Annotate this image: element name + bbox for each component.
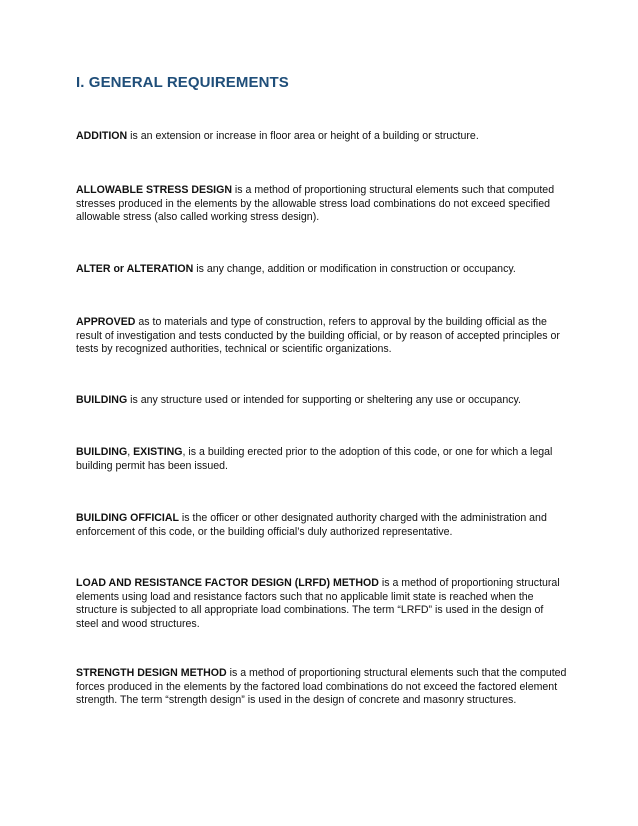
definition-term: BUILDING OFFICIAL — [76, 512, 179, 524]
definition-term-secondary: EXISTING — [133, 446, 183, 458]
definition-term: ADDITION — [76, 130, 128, 142]
definition-term: APPROVED — [76, 316, 136, 328]
definition-term: STRENGTH DESIGN METHOD — [76, 667, 227, 679]
definition-building-existing — [76, 446, 568, 473]
definition-term: ALTER or ALTERATION — [76, 263, 194, 275]
definition-text: as to materials and type of construction, refers to approval by the building official as the result of investigation and tests conducted by the building official, or by reason of accepted principles or tests by recognized authorities, technical or scientific organizations. — [76, 316, 560, 356]
definition-term: BUILDING — [76, 394, 128, 406]
definition-term: LOAD AND RESISTANCE FACTOR DESIGN (LRFD) METHOD — [76, 577, 379, 589]
definition-building — [76, 394, 568, 408]
definition-text: is any change, addition or modification in construction or occupancy. — [193, 263, 516, 275]
definition-strength-design-method — [76, 667, 568, 708]
definition-allowable-stress-design — [76, 184, 568, 225]
definition-lrfd-method — [76, 577, 568, 631]
definition-text: is a method of proportioning structural elements such that the computed forces produced in the elements by the factored load combinations do not exceed the factored element strength. The term “strength design” is used in the design of concrete and masonry structures. — [76, 667, 567, 707]
definition-text: is the officer or other designated authority charged with the administration and enforcement of this code, or the building official’s duly authorized representative. — [76, 512, 547, 538]
definition-building-official — [76, 512, 568, 539]
definition-alter-or-alteration — [76, 263, 568, 277]
definition-text: is a method of proportioning structural elements using load and resistance factors such that no applicable limit state is reached when the structure is subjected to all appropriate load combinations. The term “LRFD” is used in the design of steel and wood structures. — [76, 577, 560, 630]
definition-term: ALLOWABLE STRESS DESIGN — [76, 184, 232, 196]
definition-addition — [76, 130, 568, 144]
definition-separator: , — [127, 446, 134, 458]
definition-text: is any structure used or intended for supporting or sheltering any use or occupancy. — [127, 394, 521, 406]
definition-term: BUILDING — [76, 446, 128, 458]
definition-text: is a method of proportioning structural elements such that computed stresses produced in the elements by the allowable stress load combinations do not exceed specified allowable stress (also called working stress design). — [76, 184, 555, 224]
definition-text: is an extension or increase in floor area or height of a building or structure. — [127, 130, 479, 142]
definition-approved — [76, 316, 568, 357]
section-heading: I. GENERAL REQUIREMENTS — [76, 74, 289, 91]
definition-text: , is a building erected prior to the adoption of this code, or one for which a legal building permit has been issued. — [76, 446, 553, 472]
